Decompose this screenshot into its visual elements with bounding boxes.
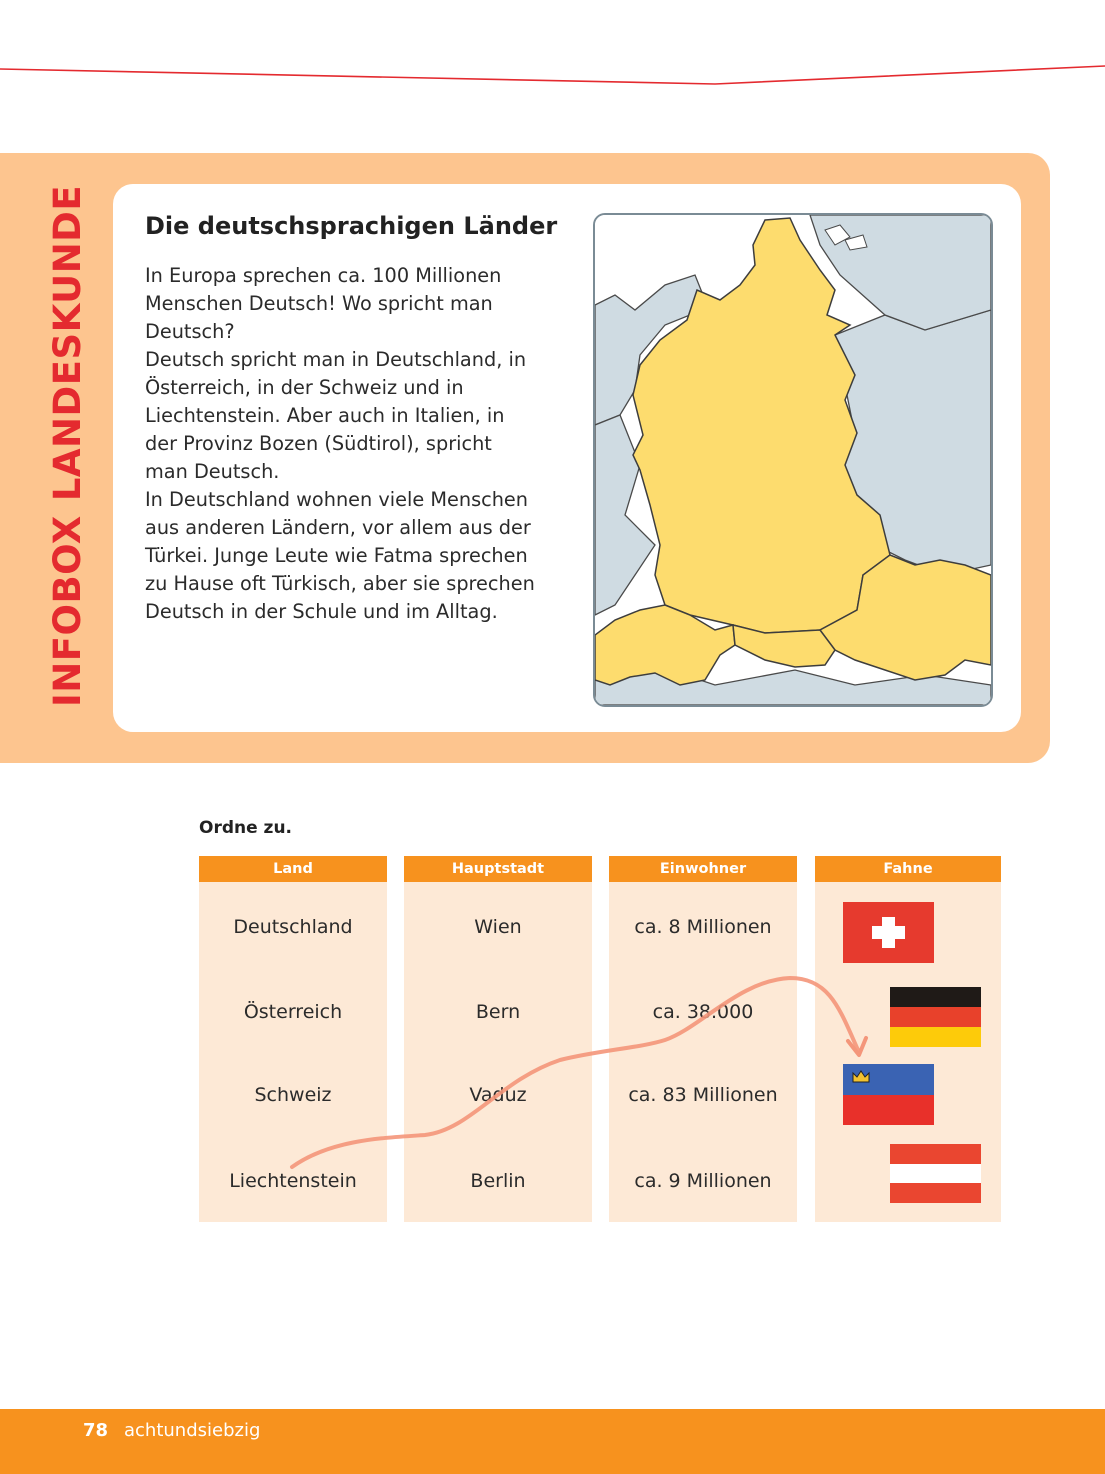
top-decorative-line [0, 60, 1105, 90]
infobox-paragraph: In Europa sprechen ca. 100 Millionen Menschen Deutsch! Wo spricht man Deutsch? [145, 264, 502, 343]
infobox-text [145, 262, 540, 626]
land-cell[interactable]: Liechtenstein [229, 1170, 357, 1192]
column-hauptstadt [404, 856, 592, 1222]
hauptstadt-cell[interactable]: Wien [474, 916, 522, 938]
page-number: 78 [83, 1420, 109, 1441]
hauptstadt-cell[interactable]: Berlin [470, 1170, 526, 1192]
hauptstadt-cell[interactable]: Bern [475, 1001, 521, 1023]
column-header-einwohner: Einwohner [609, 856, 797, 882]
page-number-word: achtundsiebzig [124, 1420, 261, 1441]
infobox-vertical-label [46, 184, 89, 707]
column-header-land: Land [199, 856, 387, 882]
flag-liechtenstein-icon[interactable] [843, 1064, 934, 1125]
infobox-title: Die deutschsprachigen Länder [145, 212, 558, 240]
infobox-label-infobox: INFOBOX [46, 515, 89, 707]
einwohner-cell[interactable]: ca. 83 Millionen [628, 1084, 778, 1106]
infobox-paragraph: In Deutschland wohnen viele Menschen aus anderen Ländern, vor allem aus der Türkei. Junge Leute wie Fatma sprechen zu Hause oft Türkisch, aber sie sprechen Deutsch in der Schule und im Alltag. [145, 488, 535, 623]
einwohner-cell[interactable]: ca. 9 Millionen [634, 1170, 772, 1192]
column-land [199, 856, 387, 1222]
land-cell[interactable]: Schweiz [254, 1084, 332, 1106]
einwohner-cell[interactable]: ca. 8 Millionen [634, 916, 772, 938]
map-of-german-speaking-countries-icon [593, 213, 993, 707]
column-fahne [815, 856, 1001, 1222]
land-cell[interactable]: Österreich [243, 1001, 343, 1023]
hauptstadt-cell[interactable]: Vaduz [469, 1084, 527, 1106]
column-header-hauptstadt: Hauptstadt [404, 856, 592, 882]
task-title: Ordne zu. [199, 818, 293, 838]
einwohner-cell[interactable]: ca. 38.000 [652, 1001, 754, 1023]
page-footer [0, 1409, 1105, 1474]
flag-switzerland-icon[interactable] [843, 902, 934, 963]
column-header-fahne: Fahne [815, 856, 1001, 882]
flag-austria-icon[interactable] [890, 1144, 981, 1203]
land-cell[interactable]: Deutschland [233, 916, 353, 938]
infobox-paragraph: Deutsch spricht man in Deutschland, in Österreich, in der Schweiz und in Liechtenstein. Aber auch in Italien, in der Provinz Bozen (Südtirol), spricht man Deutsch. [145, 348, 527, 483]
infobox-label-landeskunde: LANDESKUNDE [46, 184, 89, 502]
flag-germany-icon[interactable] [890, 987, 981, 1047]
column-einwohner [609, 856, 797, 1222]
